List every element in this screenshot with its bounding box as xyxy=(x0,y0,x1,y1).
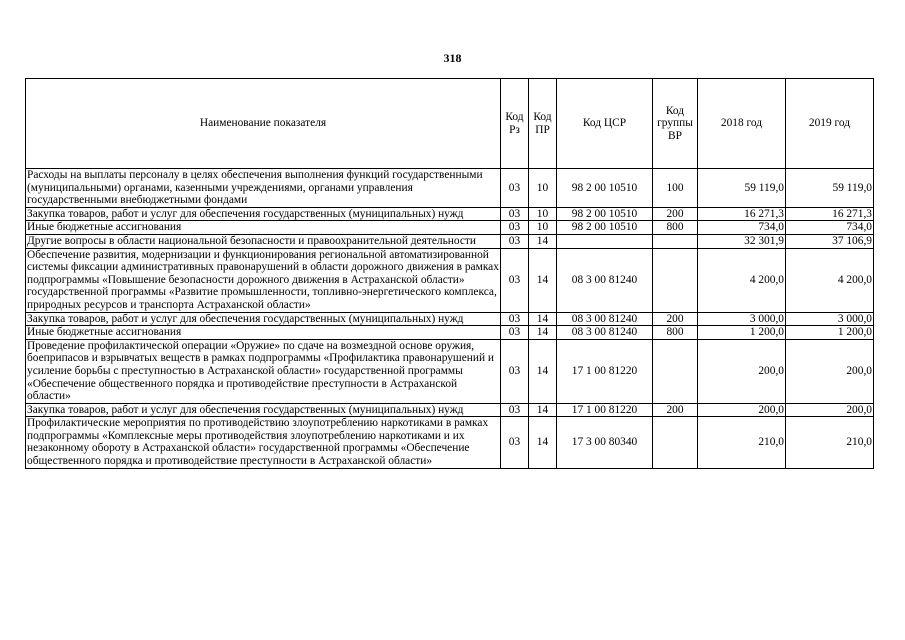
row-name: Иные бюджетные ассигнования xyxy=(26,326,501,340)
table-row xyxy=(26,221,874,235)
row-pr: 14 xyxy=(529,403,557,417)
row-name: Другие вопросы в области национальной безопасности и правоохранительной деятельности xyxy=(26,234,501,248)
table-row xyxy=(26,312,874,326)
header-csr: Код ЦСР xyxy=(557,79,653,169)
row-2018: 200,0 xyxy=(698,403,786,417)
page-number: 318 xyxy=(443,51,462,65)
row-2019: 200,0 xyxy=(786,403,874,417)
table-row xyxy=(26,207,874,221)
row-rz: 03 xyxy=(501,169,529,208)
header-2019: 2019 год xyxy=(786,79,874,169)
row-2019: 16 271,3 xyxy=(786,207,874,221)
row-vr: 200 xyxy=(653,403,698,417)
row-2019: 210,0 xyxy=(786,417,874,468)
row-vr xyxy=(653,417,698,468)
row-2018: 3 000,0 xyxy=(698,312,786,326)
row-2018: 734,0 xyxy=(698,221,786,235)
row-vr: 800 xyxy=(653,326,698,340)
row-2019: 4 200,0 xyxy=(786,248,874,312)
row-2018: 4 200,0 xyxy=(698,248,786,312)
row-name: Обеспечение развития, модернизации и функционирования региональной автоматизированной системы фиксации административных правонарушений в области дорожного движения в рамках подпрограммы «Повышение безопасности дорожного движения в Астраханской области» государственной программы «Развитие промышленности, топливно-энергетического комплекса, природных ресурсов и транспорта Астраханской области» xyxy=(27,248,499,311)
row-name: Иные бюджетные ассигнования xyxy=(26,221,501,235)
row-name: Закупка товаров, работ и услуг для обеспечения государственных (муниципальных) нужд xyxy=(26,207,501,221)
row-2019: 200,0 xyxy=(786,339,874,403)
row-rz: 03 xyxy=(501,248,529,312)
table-row xyxy=(26,169,874,208)
table-row xyxy=(26,403,874,417)
row-vr: 800 xyxy=(653,221,698,235)
row-name: Профилактические мероприятия по противодействию злоупотреблению наркотиками в рамках подпрограммы «Комплексные меры противодействия злоупотреблению наркотиками и их незаконному обороту в Астраханской области» государственной программы «Обеспечение общественного порядка и противодействие преступности в Астраханской области» xyxy=(26,417,501,468)
row-2019: 3 000,0 xyxy=(786,312,874,326)
row-2019: 37 106,9 xyxy=(786,234,874,248)
row-pr: 14 xyxy=(529,339,557,403)
row-2018: 210,0 xyxy=(698,417,786,468)
row-rz: 03 xyxy=(501,326,529,340)
row-csr: 17 3 00 80340 xyxy=(557,417,653,468)
table-header-row xyxy=(26,79,874,169)
row-csr: 98 2 00 10510 xyxy=(557,207,653,221)
header-name: Наименование показателя xyxy=(26,79,501,169)
row-pr: 14 xyxy=(529,417,557,468)
row-csr: 17 1 00 81220 xyxy=(557,339,653,403)
header-pr: Код ПР xyxy=(529,79,557,169)
row-pr: 14 xyxy=(529,248,557,312)
row-csr: 98 2 00 10510 xyxy=(557,169,653,208)
row-pr: 14 xyxy=(529,312,557,326)
row-rz: 03 xyxy=(501,403,529,417)
row-pr: 10 xyxy=(529,221,557,235)
row-name: Закупка товаров, работ и услуг для обеспечения государственных (муниципальных) нужд xyxy=(26,312,501,326)
row-rz: 03 xyxy=(501,339,529,403)
row-vr: 200 xyxy=(653,312,698,326)
row-2018: 1 200,0 xyxy=(698,326,786,340)
row-rz: 03 xyxy=(501,221,529,235)
row-csr: 98 2 00 10510 xyxy=(557,221,653,235)
row-vr xyxy=(653,339,698,403)
row-2019: 59 119,0 xyxy=(786,169,874,208)
row-2018: 59 119,0 xyxy=(698,169,786,208)
row-vr: 100 xyxy=(653,169,698,208)
row-pr: 10 xyxy=(529,207,557,221)
row-csr: 08 3 00 81240 xyxy=(557,248,653,312)
row-pr: 10 xyxy=(529,169,557,208)
row-vr xyxy=(653,234,698,248)
row-rz: 03 xyxy=(501,312,529,326)
table-row xyxy=(26,339,874,403)
row-name: Расходы на выплаты персоналу в целях обеспечения выполнения функций государственными (муниципальными) органами, казенными учреждениями, органами управления государственными внебюджетными фондами xyxy=(26,169,501,208)
row-rz: 03 xyxy=(501,207,529,221)
table-row xyxy=(26,326,874,340)
row-2019: 1 200,0 xyxy=(786,326,874,340)
row-csr: 08 3 00 81240 xyxy=(557,312,653,326)
header-2018: 2018 год xyxy=(698,79,786,169)
row-name: Закупка товаров, работ и услуг для обеспечения государственных (муниципальных) нужд xyxy=(26,403,501,417)
header-rz: Код Рз xyxy=(501,79,529,169)
row-vr xyxy=(653,248,698,312)
row-2019: 734,0 xyxy=(786,221,874,235)
row-csr: 17 1 00 81220 xyxy=(557,403,653,417)
row-2018: 32 301,9 xyxy=(698,234,786,248)
row-csr: 08 3 00 81240 xyxy=(557,326,653,340)
table-row xyxy=(26,234,874,248)
row-2018: 16 271,3 xyxy=(698,207,786,221)
row-pr: 14 xyxy=(529,326,557,340)
row-vr: 200 xyxy=(653,207,698,221)
row-pr: 14 xyxy=(529,234,557,248)
row-name: Проведение профилактической операции «Оружие» по сдаче на возмездной основе оружия, боеприпасов и взрывчатых веществ в рамках подпрограммы «Профилактика правонарушений и усиление борьбы с преступностью в Астраханской области» государственной программы «Обеспечение общественного порядка и противодействие преступности в Астраханской области» xyxy=(26,339,501,403)
row-rz: 03 xyxy=(501,234,529,248)
row-rz: 03 xyxy=(501,417,529,468)
row-2018: 200,0 xyxy=(698,339,786,403)
table-row xyxy=(26,417,874,468)
header-vr: Код группы ВР xyxy=(653,79,698,169)
row-csr xyxy=(557,234,653,248)
table-row xyxy=(26,248,874,312)
budget-table xyxy=(25,78,874,469)
